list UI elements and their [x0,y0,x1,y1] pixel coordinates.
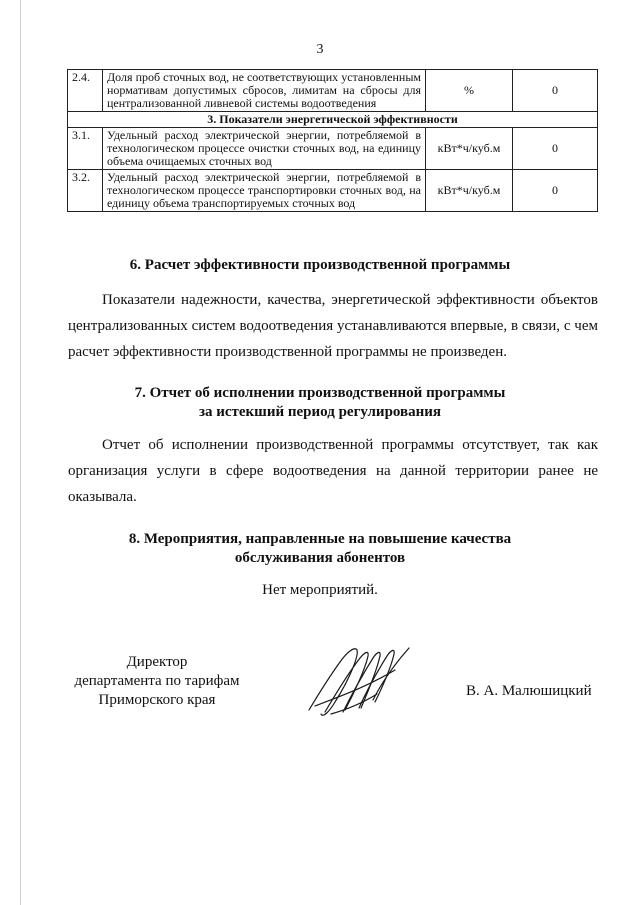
section-8-heading-line2: обслуживания абонентов [234,550,406,566]
row-number: 3.1. [68,128,103,170]
row-number: 3.2. [68,170,103,212]
row-number: 2.4. [68,70,103,112]
row-value: 0 [513,70,598,112]
section-7-text: Отчет об исполнении производственной программы отсутствует, так как организация услуги в сфере водоотведения на данной территории ранее не оказывала. [68,437,598,505]
section-header: 3. Показатели энергетической эффективности [68,112,598,128]
row-unit: кВт*ч/куб.м [426,128,513,170]
signer-title-line1: Директор [126,654,188,670]
section-7-heading-line2: за истекший период регулирования [198,404,442,420]
row-value: 0 [513,128,598,170]
section-8-text: Нет мероприятий. [262,582,378,598]
section-7-heading-line1: 7. Отчет об исполнении производственной программы [134,385,506,401]
signer-name: В. А. Малюшицкий [466,683,592,699]
scan-edge-line [20,0,21,905]
section-6-heading: 6. Расчет эффективности производственной программы [129,257,511,273]
row-description: Доля проб сточных вод, не соответствующих установленным нормативам допустимых сбросов, лимитам на сбросы для централизованной ливневой системы водоотведения [103,70,426,112]
signer-title-line2: департамента по тарифам [74,673,240,689]
row-description: Удельный расход электрической энергии, потребляемой в технологическом процессе транспортировки сточных вод, на единицу объема транспортируемых сточных вод [103,170,426,212]
row-unit: % [426,70,513,112]
table-section-row [68,112,598,128]
handwritten-signature [305,640,415,722]
table-row [68,128,598,170]
table-row [68,70,598,112]
row-description: Удельный расход электрической энергии, потребляемой в технологическом процессе очистки сточных вод, на единицу объема очищаемых сточных вод [103,128,426,170]
row-unit: кВт*ч/куб.м [426,170,513,212]
signer-title-line3: Приморского края [98,692,216,708]
indicators-table [67,69,598,212]
section-6-text: Показатели надежности, качества, энергетической эффективности объектов централизованных систем водоотведения устанавливаются впервые, в связи, с чем расчет эффективности производственной программы не произведен. [68,292,598,360]
table-row [68,170,598,212]
section-8-heading-line1: 8. Мероприятия, направленные на повышение качества [128,531,512,547]
row-value: 0 [513,170,598,212]
page-number: 3 [316,42,324,57]
